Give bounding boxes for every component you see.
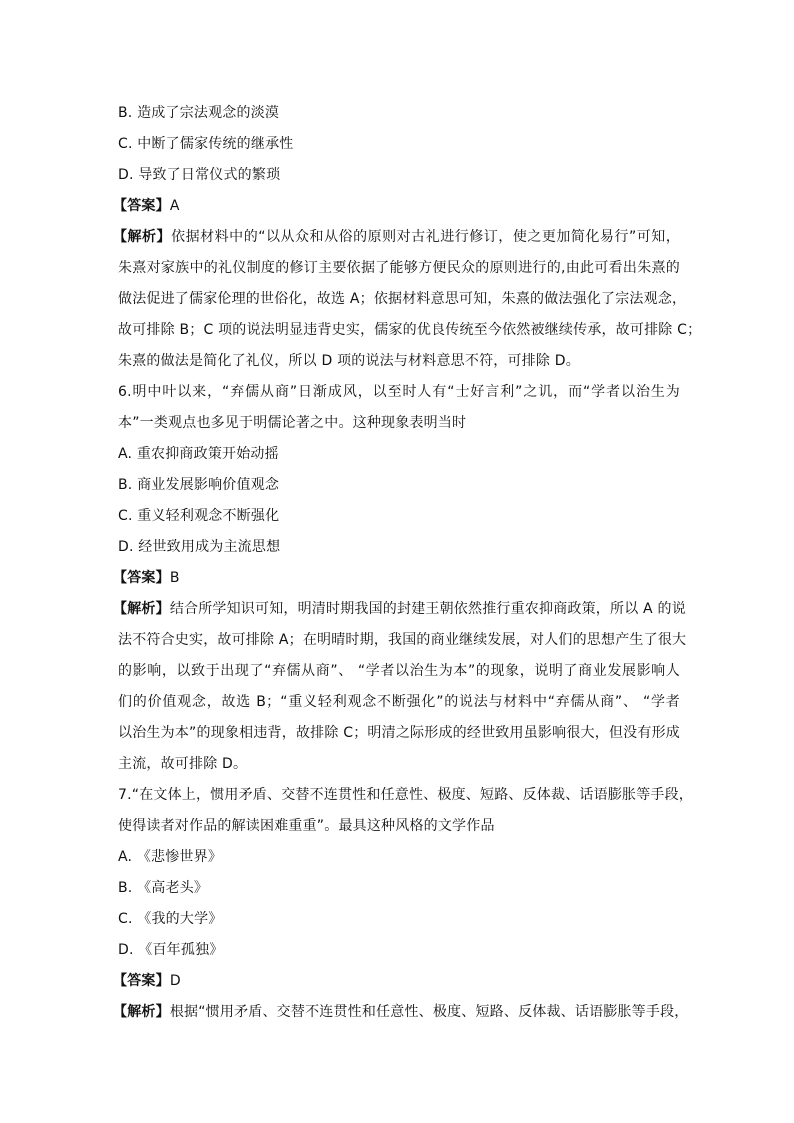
- q5-answer: [113, 196, 675, 216]
- q5-option-b: B. 造成了宗法观念的淡漠: [118, 105, 280, 121]
- analysis-label: 【解析】: [113, 601, 170, 617]
- q7-option-b: B. 《高老头》: [118, 880, 209, 896]
- answer-label: 【答案】: [113, 973, 170, 989]
- q6-analysis-line-6: 主流，故可排除 D。: [118, 756, 248, 772]
- analysis-label: 【解析】: [113, 1004, 170, 1020]
- q5-analysis-line-1: [113, 227, 680, 247]
- q7-analysis-line-1: [113, 1002, 689, 1022]
- q6-option-a: A. 重农抑商政策开始动摇: [118, 446, 279, 462]
- q5-analysis-line-3: 做法促进了儒家伦理的世俗化，故选 A；依据材料意思可知，朱熹的做法强化了宗法观念，: [118, 291, 687, 307]
- q5-analysis-line-2: 朱熹对家族中的礼仪制度的修订主要依据了能够方便民众的原则进行的,由此可看出朱熹的: [118, 260, 680, 276]
- answer-label: 【答案】: [113, 570, 170, 586]
- q6-option-d: D. 经世致用成为主流思想: [118, 539, 281, 555]
- q6-option-b: B. 商业发展影响价值观念: [118, 477, 280, 493]
- q7-stem-line-1: 7.“在文体上，惯用矛盾、交替不连贯性和任意性、极度、短路、反体裁、话语膨胀等手段，: [118, 787, 694, 803]
- q5-analysis-line-4: 故可排除 B；C 项的说法明显违背史实，儒家的优良传统至今依然被继续传承，故可排除 C；: [118, 322, 702, 338]
- q7-stem-line-2: 使得读者对作品的解读困难重重”。最具这种风格的文学作品: [118, 818, 495, 834]
- q6-stem-line-1: 6.明中叶以来，“弃儒从商”日渐成风，以至时人有“士好言利”之讥，而“学者以治生为: [118, 384, 680, 400]
- answer-label: 【答案】: [113, 198, 170, 214]
- q5-option-c: C. 中断了儒家传统的继承性: [118, 136, 294, 152]
- answer-value: D: [169, 973, 181, 989]
- q6-analysis-line-3: 的影响，以致于出现了“弃儒从商”、 “学者以治生为本”的现象，说明了商业发展影响人: [118, 663, 680, 679]
- q6-analysis-line-1: [113, 599, 686, 619]
- q7-answer: [113, 971, 675, 991]
- q7-option-a: A. 《悲惨世界》: [118, 849, 223, 865]
- analysis-text: 根据“惯用矛盾、交替不连贯性和任意性、极度、短路、反体裁、话语膨胀等手段，: [169, 1004, 689, 1020]
- q6-answer: [113, 568, 675, 588]
- q7-option-c: C. 《我的大学》: [118, 911, 223, 927]
- analysis-text: 依据材料中的“以从众和从俗的原则对古礼进行修订，使之更加简化易行”可知，: [171, 229, 680, 245]
- q5-analysis-line-5: 朱熹的做法是简化了礼仪，所以 D 项的说法与材料意思不符，可排除 D。: [118, 353, 580, 369]
- q6-option-c: C. 重义轻利观念不断强化: [118, 508, 280, 524]
- analysis-text: 结合所学知识可知，明清时期我国的封建王朝依然推行重农抑商政策，所以 A 的说: [169, 601, 686, 617]
- q7-option-d: D. 《百年孤独》: [118, 942, 224, 958]
- q6-stem-line-2: 本”一类观点也多见于明儒论著之中。这种现象表明当时: [118, 415, 467, 431]
- q6-analysis-line-4: 们的价值观念，故选 B；“重义轻利观念不断强化”的说法与材料中“弃儒从商”、 “学者: [118, 694, 680, 710]
- answer-value: B: [169, 570, 180, 586]
- q5-option-d: D. 导致了日常仪式的繁琐: [118, 167, 281, 183]
- q6-analysis-line-2: 法不符合史实，故可排除 A；在明晴时期，我国的商业继续发展，对人们的思想产生了很大: [118, 632, 687, 648]
- answer-value: A: [169, 198, 180, 214]
- q6-analysis-line-5: 以治生为本”的现象相违背，故排除 C；明清之际形成的经世致用虽影响很大，但没有形成: [118, 725, 680, 741]
- analysis-label: 【解析】: [113, 229, 172, 245]
